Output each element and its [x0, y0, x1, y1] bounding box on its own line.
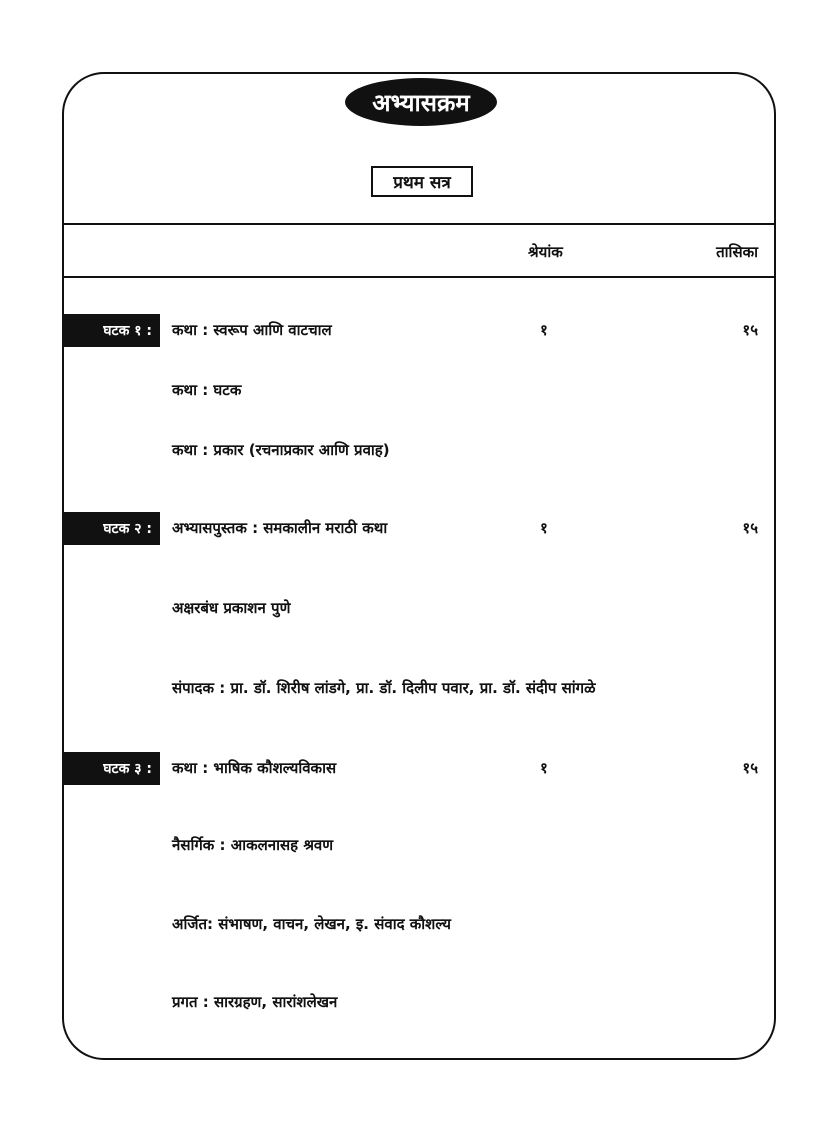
unit-line: कथा : प्रकार (रचनाप्रकार आणि प्रवाह) [172, 441, 390, 459]
page-title: अभ्यासक्रम [345, 78, 497, 126]
divider [62, 276, 776, 278]
unit-hours: १५ [742, 519, 758, 537]
unit-line: संपादक : प्रा. डॉ. शिरीष लांडगे, प्रा. डॉ. दिलीप पवार, प्रा. डॉ. संदीप सांगळे [172, 679, 596, 697]
unit-label: घटक ३ : [62, 752, 160, 785]
unit-line: अर्जित: संभाषण, वाचन, लेखन, इ. संवाद कौशल्य [172, 915, 451, 933]
unit-label: घटक २ : [62, 512, 160, 545]
unit-line: प्रगत : सारग्रहण, सारांशलेखन [172, 993, 338, 1011]
unit-credits: १ [540, 759, 548, 777]
divider [62, 223, 776, 225]
unit-credits: १ [540, 321, 548, 339]
hours-header: तासिका [716, 243, 758, 261]
unit-hours: १५ [742, 759, 758, 777]
page-border [62, 72, 776, 1060]
unit-line: कथा : घटक [172, 381, 242, 399]
unit-hours: १५ [742, 321, 758, 339]
semester-heading: प्रथम सत्र [371, 166, 473, 197]
unit-line: कथा : भाषिक कौशल्यविकास [172, 759, 337, 777]
unit-line: नैसर्गिक : आकलनासह श्रवण [172, 836, 334, 854]
unit-credits: १ [540, 519, 548, 537]
unit-line: अभ्यासपुस्तक : समकालीन मराठी कथा [172, 519, 388, 537]
unit-line: अक्षरबंध प्रकाशन पुणे [172, 599, 291, 617]
credits-header: श्रेयांक [528, 243, 563, 261]
unit-line: कथा : स्वरूप आणि वाटचाल [172, 321, 332, 339]
unit-label: घटक १ : [62, 314, 160, 347]
